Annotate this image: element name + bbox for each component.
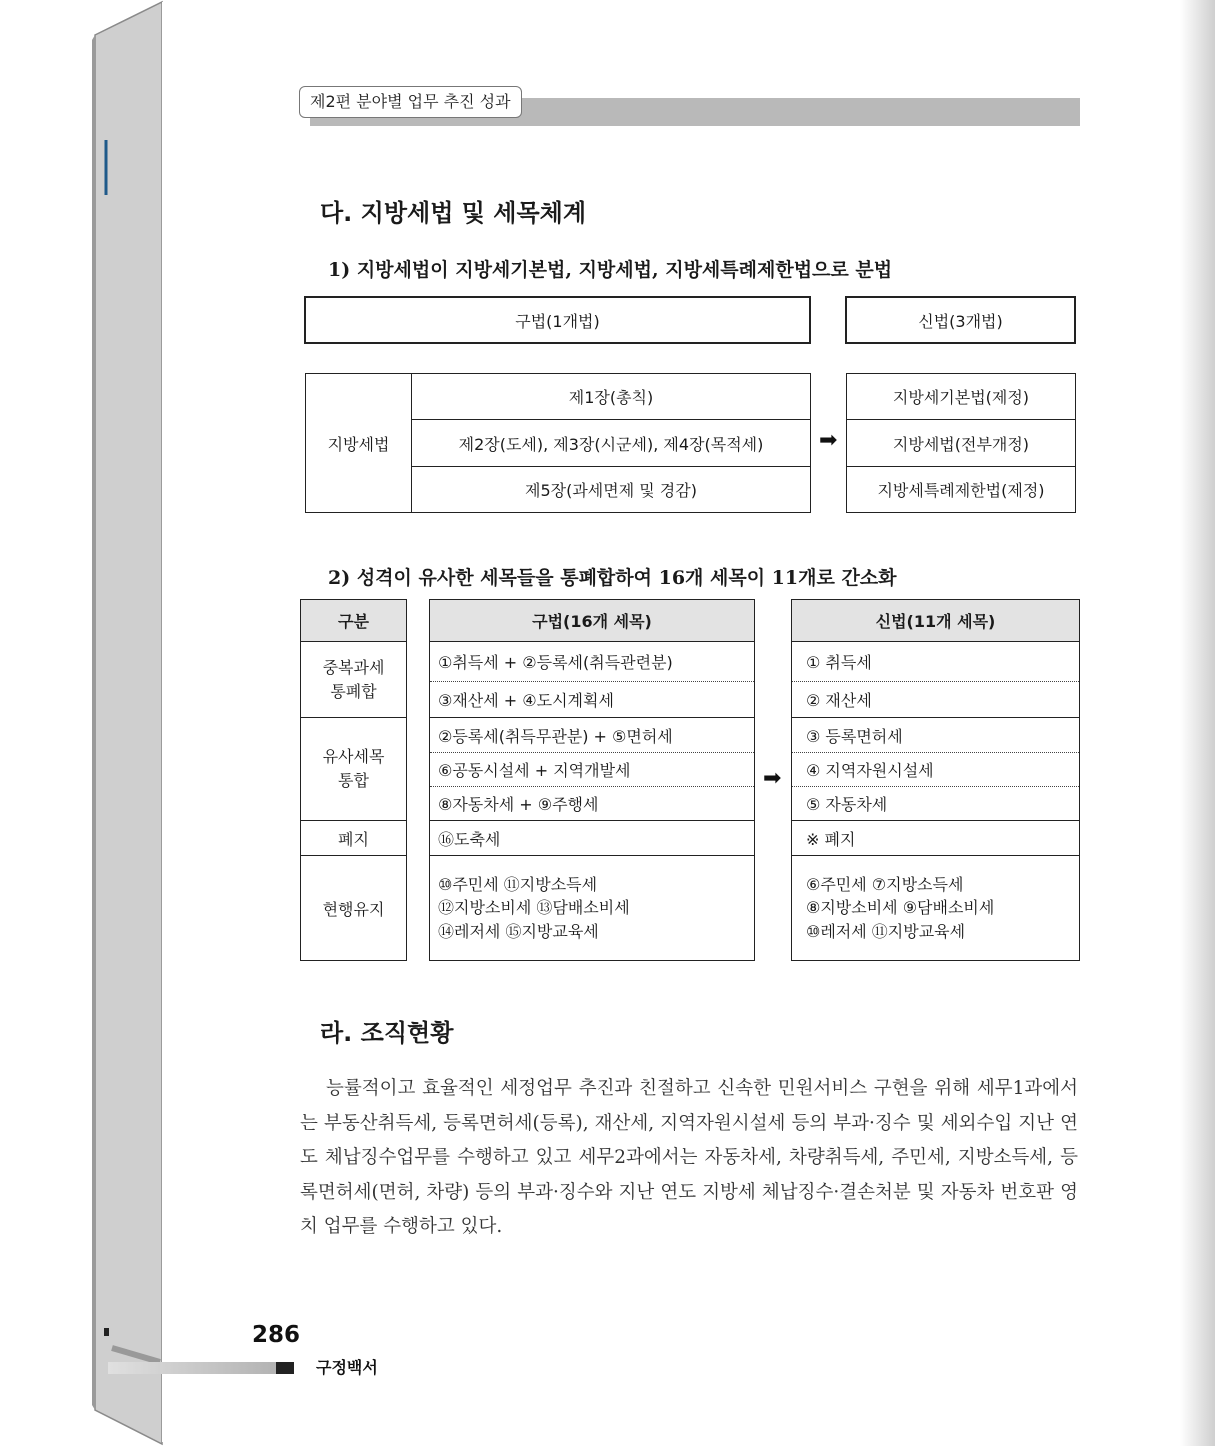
tax-category-table [300,599,407,961]
row-label: 지방세법 [306,374,412,513]
new-tax-row: ④ 지역자원시설세 [792,753,1080,787]
category-integrate: 유사세목 통합 [301,718,407,821]
old-law-table [305,373,811,513]
category-keep: 현행유지 [301,856,407,961]
new-tax-table [791,599,1080,961]
book-title: 구정백서 [316,1358,378,1377]
new-tax-row: ② 재산세 [792,682,1080,718]
header-tab: 제2편 분야별 업무 추진 성과 [299,86,522,118]
subheading-2: 2) 성격이 유사한 세목들을 통폐합하여 16개 세목이 11개로 간소화 [328,567,897,589]
page-edge-shadow [1180,0,1215,1446]
arrow-right-icon: ➡ [819,428,838,453]
old-tax-header: 구법(16개 세목) [430,600,755,642]
old-tax-row: ⑥공동시설세 + 지역개발세 [430,753,755,787]
body-paragraph: 능률적이고 효율적인 세정업무 추진과 친절하고 신속한 민원서비스 구현을 위해 세무1과에서는 부동산취득세, 등록면허세(등록), 재산세, 지역자원시설세 등의 부과·징수 및 세외수입 지난 연도 체납징수업무를 수행하고 있고 세무2과에서는 자동차세, 차량취득세, 주민세, 지방소득세, 등록면허세(면허, 차량) 등의 부과·징수와 지난 연도 지방세 체납징수·결손처분 및 자동차 번호판 영치 업무를 수행하고 있다. [300,1078,1078,1237]
old-tax-row: ②등록세(취득무관분) + ⑤면허세 [430,718,755,753]
new-law-header: 신법(3개법) [845,296,1076,344]
old-chapter-3: 제5장(과세면제 및 경감) [412,467,811,513]
section-title-ra: 라. 조직현황 [320,1019,454,1047]
old-chapter-1: 제1장(총칙) [412,374,811,420]
old-tax-row: ⑯도축세 [430,821,755,856]
category-merge: 중복과세 통폐합 [301,642,407,718]
new-tax-header: 신법(11개 세목) [792,600,1080,642]
new-tax-row: ⑤ 자동차세 [792,787,1080,821]
old-chapter-2: 제2장(도세), 제3장(시군세), 제4장(목적세) [412,420,811,467]
new-tax-row: ⑥주민세 ⑦지방소득세 ⑧지방소비세 ⑨담배소비세 ⑩레저세 ⑪지방교육세 [792,856,1080,961]
category-header: 구분 [301,600,407,642]
old-tax-row: ③재산세 + ④도시계획세 [430,682,755,718]
new-tax-row: ※ 폐지 [792,821,1080,856]
new-law-table [846,373,1076,513]
new-law-3: 지방세특례제한법(제정) [847,467,1076,513]
new-tax-row: ③ 등록면허세 [792,718,1080,753]
subheading-1: 1) 지방세법이 지방세기본법, 지방세법, 지방세특례제한법으로 분법 [328,259,893,281]
new-tax-row: ① 취득세 [792,642,1080,682]
page-number: 286 [252,1322,301,1348]
category-abolish: 폐지 [301,821,407,856]
new-law-2: 지방세법(전부개정) [847,420,1076,467]
footer-marker [276,1362,294,1374]
arrow-right-icon: ➡ [763,766,782,791]
new-law-1: 지방세기본법(제정) [847,374,1076,420]
old-tax-row: ⑧자동차세 + ⑨주행세 [430,787,755,821]
footer-bar [108,1362,288,1374]
old-tax-row: ⑩주민세 ⑪지방소득세 ⑫지방소비세 ⑬담배소비세 ⑭레저세 ⑮지방교육세 [430,856,755,961]
section-title-da: 다. 지방세법 및 세목체계 [320,199,587,227]
old-tax-table [429,599,755,961]
old-tax-row: ①취득세 + ②등록세(취득관련분) [430,642,755,682]
old-law-header: 구법(1개법) [304,296,811,344]
